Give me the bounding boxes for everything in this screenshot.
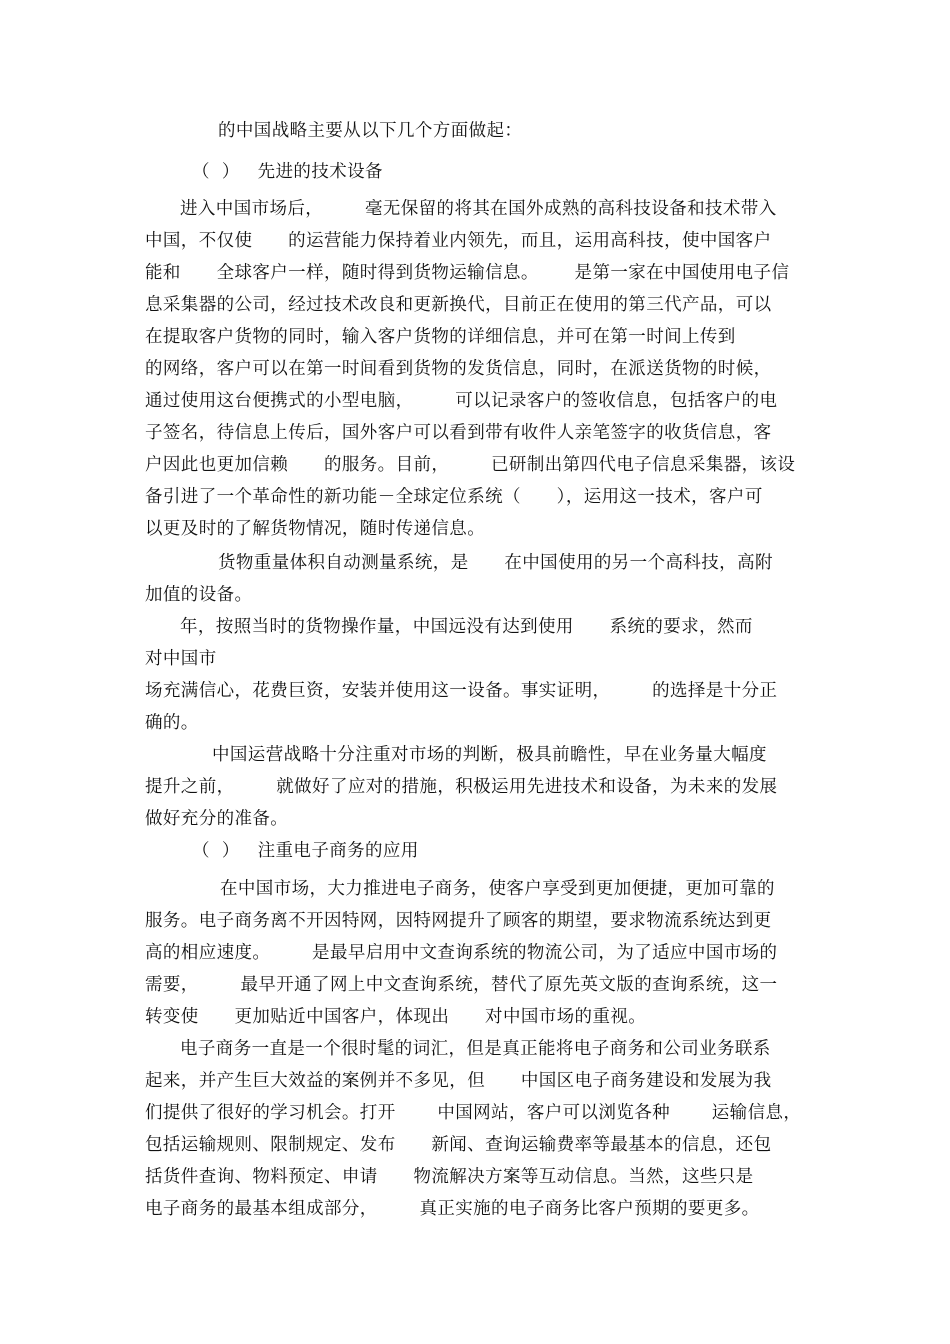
text-line: 括货件查询、物料预定、申请 物流解决方案等互动信息。当然，这些只是 [145, 1167, 754, 1187]
text-line: 的中国战略主要从以下几个方面做起： [218, 121, 523, 141]
text-line: 高的相应速度。 是最早启用中文查询系统的物流公司，为了适应中国市场的 [145, 943, 778, 963]
text-line: 通过使用这台便携式的小型电脑， 可以记录客户的签收信息，包括客户的电 [145, 391, 778, 411]
text-line: 加值的设备。 [145, 585, 253, 605]
text-line: 做好充分的准备。 [145, 809, 289, 829]
text-line: 能和 全球客户一样，随时得到货物运输信息。 是第一家在中国使用电子信 [145, 263, 790, 283]
text-line: 子签名，待信息上传后，国外客户可以看到带有收件人亲笔签字的收货信息，客 [145, 423, 772, 443]
text-line: 息采集器的公司，经过技术改良和更新换代，目前正在使用的第三代产品，可以 [145, 295, 772, 315]
text-line: 以更及时的了解货物情况，随时传递信息。 [145, 519, 486, 539]
text-line: 场充满信心，花费巨资，安装并使用这一设备。事实证明， 的选择是十分正 [145, 681, 778, 701]
section-heading: （ ） 注重电子商务的应用 [192, 841, 419, 861]
section-heading: （ ） 先进的技术设备 [192, 162, 383, 182]
text-line: 户因此也更加信赖 的服务。目前， 已研制出第四代电子信息采集器，该设 [145, 455, 796, 475]
text-line: 年，按照当时的货物操作量，中国远没有达到使用 系统的要求，然而 [180, 617, 753, 637]
text-line: 货物重量体积自动测量系统，是 在中国使用的另一个高科技，高附 [218, 553, 773, 573]
text-line: 中国，不仅使 的运营能力保持着业内领先，而且，运用高科技，使中国客户 [145, 231, 772, 251]
text-line: 提升之前， 就做好了应对的措施，积极运用先进技术和设备，为未来的发展 [145, 777, 778, 797]
text-line: 对中国市 [145, 649, 217, 669]
text-line: 在中国市场，大力推进电子商务，使客户享受到更加便捷，更加可靠的 [220, 879, 775, 899]
text-line: 包括运输规则、限制规定、发布 新闻、查询运输费率等最基本的信息，还包 [145, 1135, 772, 1155]
text-line: 进入中国市场后， 毫无保留的将其在国外成熟的高科技设备和技术带入 [180, 199, 777, 219]
text-line: 中国运营战略十分注重对市场的判断，极具前瞻性，早在业务量大幅度 [212, 745, 767, 765]
text-line: 转变使 更加贴近中国客户，体现出 对中国市场的重视。 [145, 1007, 647, 1027]
text-line: 需要， 最早开通了网上中文查询系统，替代了原先英文版的查询系统，这一 [145, 975, 778, 995]
text-line: 电子商务的最基本组成部分， 真正实施的电子商务比客户预期的要更多。 [145, 1199, 760, 1219]
text-line: 确的。 [145, 713, 199, 733]
text-line: 服务。电子商务离不开因特网，因特网提升了顾客的期望，要求物流系统达到更 [145, 911, 772, 931]
text-line: 的网络，客户可以在第一时间看到货物的发货信息，同时，在派送货物的时候， [145, 359, 772, 379]
text-line: 电子商务一直是一个很时髦的词汇，但是真正能将电子商务和公司业务联系 [180, 1039, 771, 1059]
text-line: 起来，并产生巨大效益的案例并不多见，但 中国区电子商务建设和发展为我 [145, 1071, 772, 1091]
text-line: 备引进了一个革命性的新功能－全球定位系统（ ），运用这一技术，客户可 [145, 487, 763, 507]
text-line: 在提取客户货物的同时，输入客户货物的详细信息，并可在第一时间上传到 [145, 327, 736, 347]
text-line: 们提供了很好的学习机会。打开 中国网站，客户可以浏览各种 运输信息， [145, 1103, 802, 1123]
